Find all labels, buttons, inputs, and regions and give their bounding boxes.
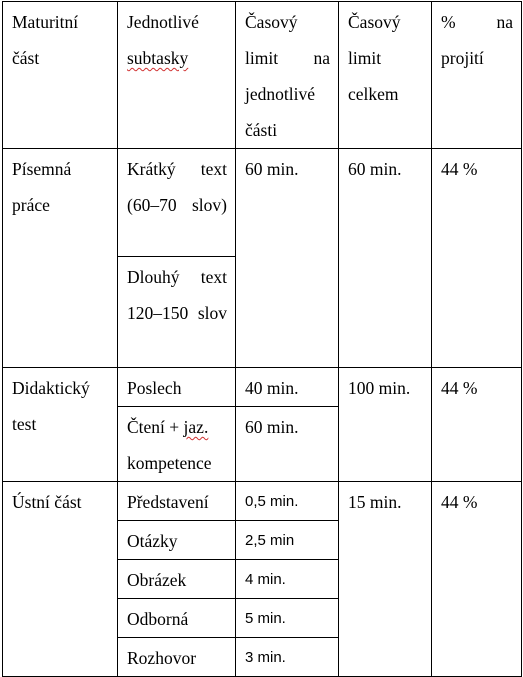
ustni-task-obrazek: Obrázek xyxy=(118,560,236,599)
header-subtasky-line1: Jednotlivé xyxy=(127,12,199,32)
ustni-odborna-limit: 5 min. xyxy=(236,599,339,638)
pisemna-task-dlouhy: Dlouhý text 120–150 slov xyxy=(118,257,236,368)
didakticky-jaz-abbr: jaz. xyxy=(183,417,209,437)
ustni-task-otazky: Otázky xyxy=(118,521,236,560)
pisemna-total: 60 min. xyxy=(339,149,432,368)
pisemna-pass: 44 % xyxy=(432,149,522,368)
didakticky-pass: 44 % xyxy=(432,368,522,482)
didakticky-kompetence-text: kompetence xyxy=(127,453,212,473)
didakticky-task-cteni xyxy=(118,407,236,482)
header-casovy-limit-casti: Časový limit na jednotlivé části xyxy=(236,2,339,149)
header-subtasky-line2: subtasky xyxy=(127,48,189,68)
didakticky-total: 100 min. xyxy=(339,368,432,482)
ustni-pass: 44 % xyxy=(432,482,522,677)
header-na-projiti: % na projití xyxy=(432,2,522,149)
didakticky-cteni-limit: 60 min. xyxy=(236,407,339,482)
header-subtasky xyxy=(118,2,236,149)
ustni-task-odborna: Odborná xyxy=(118,599,236,638)
ustni-row-1 xyxy=(3,482,522,521)
pisemna-limit: 60 min. xyxy=(236,149,339,368)
didakticky-cteni-text: Čtení + xyxy=(127,417,184,437)
ustni-predstaveni-limit: 0,5 min. xyxy=(236,482,339,521)
header-row xyxy=(3,2,522,149)
header-casovy-limit-celkem: Časový limit celkem xyxy=(339,2,432,149)
ustni-name: Ústní část xyxy=(3,482,118,677)
pisemna-name: Písemná práce xyxy=(3,149,118,368)
ustni-total: 15 min. xyxy=(339,482,432,677)
didakticky-task-poslech: Poslech xyxy=(118,368,236,407)
header-maturitni-cast: Maturitní část xyxy=(3,2,118,149)
didakticky-row-1 xyxy=(3,368,522,407)
pisemna-task-kratky: Krátký text (60–70 slov) xyxy=(118,149,236,257)
ustni-obrazek-limit: 4 min. xyxy=(236,560,339,599)
ustni-task-predstaveni: Představení xyxy=(118,482,236,521)
didakticky-poslech-limit: 40 min. xyxy=(236,368,339,407)
ustni-otazky-limit: 2,5 min xyxy=(236,521,339,560)
ustni-rozhovor-limit: 3 min. xyxy=(236,638,339,677)
didakticky-name: Didaktický test xyxy=(3,368,118,482)
exam-table xyxy=(2,1,522,677)
ustni-task-rozhovor: Rozhovor xyxy=(118,638,236,677)
pisemna-row-1 xyxy=(3,149,522,257)
